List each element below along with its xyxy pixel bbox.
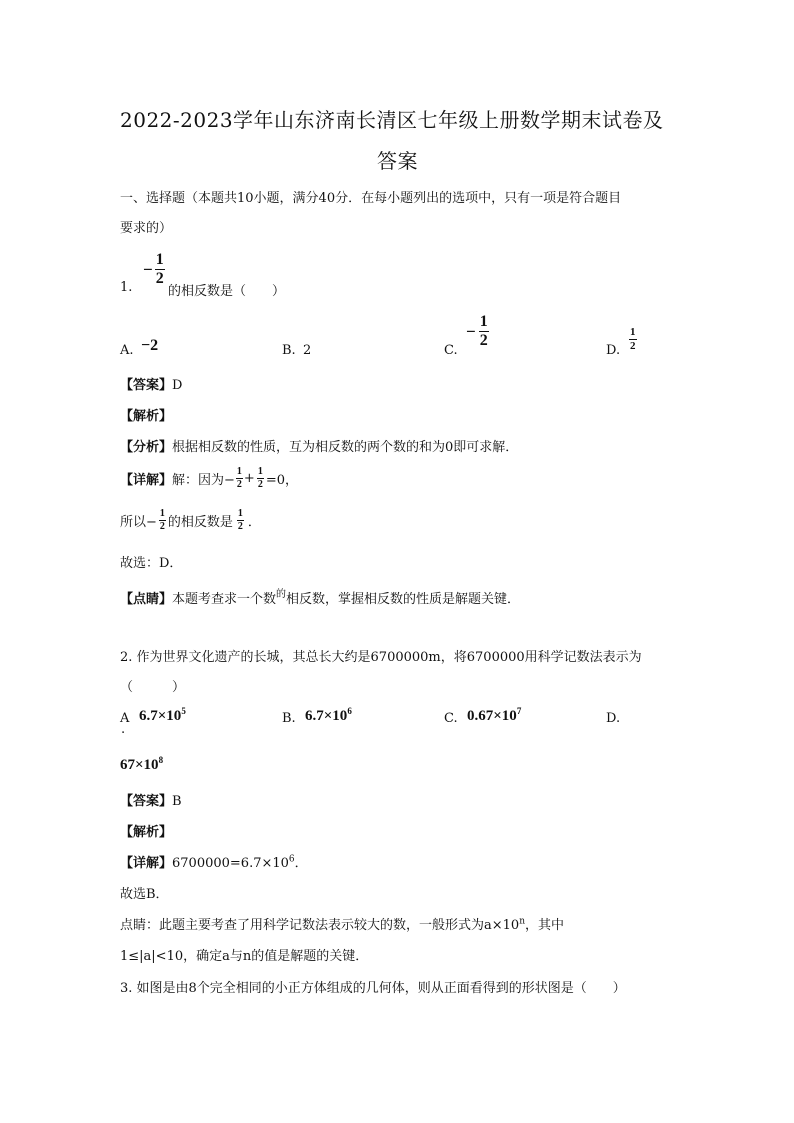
q2-choose: 故选B．: [120, 887, 169, 902]
q2-option-c-value: [467, 706, 521, 725]
q1-comment-b: 相反数，掌握相反数的性质是解题关键．: [286, 592, 521, 607]
q1-number: 1.: [120, 280, 133, 295]
q1-option-a-label: A.: [120, 343, 134, 358]
q2-option-a-dot: .: [121, 722, 126, 737]
q2-option-b-exp: 6: [347, 706, 352, 716]
q1-fenxi-tag: 【分析】: [120, 440, 173, 455]
q1-option-b-value: 2: [303, 343, 312, 358]
q2-option-c-label: C.: [444, 711, 458, 726]
q1-option-a-value: −2: [141, 337, 159, 354]
q2-comment-line2: 1≤|a|<10，确定a与n的值是解题的关键．: [120, 949, 369, 964]
q2-option-d-label: D.: [606, 711, 621, 726]
q2-option-d-value: [120, 755, 163, 774]
q1-option-d-den: 2: [630, 340, 636, 352]
q1-detail-prefix: 解：因为−: [172, 473, 235, 488]
q1-fenxi-text: 根据相反数的性质，互为相反数的两个数的和为0即可求解．: [172, 440, 519, 455]
section-header-line1: 一、选择题（本题共10小题，满分40分．在每小题列出的选项中，只有一项是符合题目: [120, 191, 622, 206]
q2-detail-exp: 6: [288, 854, 295, 865]
q1-frac-num: 1: [155, 251, 164, 268]
q1-so-prefix: 所以−: [120, 515, 157, 530]
q1-frac-den: 2: [155, 270, 164, 287]
page-title-line2: 答案: [377, 149, 418, 173]
q2-detail-line: [120, 852, 308, 871]
q2-option-d-base: 67×10: [120, 757, 159, 773]
q1-fraction: [143, 252, 165, 287]
q2-option-b-label: B.: [282, 711, 296, 726]
q1-option-c-minus: −: [466, 321, 476, 341]
q2-analysis-tag: 【解析】: [120, 825, 173, 840]
q1-detail-frac2: $\frac{1}{2}$: [257, 466, 263, 490]
q2-comment-a: 点睛：此题主要考查了用科学记数法表示较大的数，一般形式为a×10: [120, 918, 520, 933]
q1-analysis-tag: 【解析】: [120, 409, 173, 424]
q1-option-c-den: 2: [479, 332, 488, 349]
q1-detail-line: [120, 467, 298, 490]
q2-option-d-exp: 8: [158, 755, 164, 765]
q2-detail-base: 6700000=6.7×10: [172, 856, 289, 871]
q1-option-c-num: 1: [479, 313, 488, 330]
q1-fenxi-line: [120, 436, 518, 455]
q2-detail-tag: 【详解】: [120, 856, 173, 871]
q1-so-end: ．: [247, 515, 261, 530]
q2-option-c-base: 0.67×10: [467, 708, 517, 724]
q1-answer-tag: 【答案】: [120, 378, 173, 393]
q1-stem: 的相反数是（ ）: [168, 284, 286, 299]
q1-option-c-frac: [479, 314, 489, 349]
q1-detail-frac1: $\frac{1}{2}$: [236, 466, 242, 490]
q1-so-line: [120, 509, 261, 532]
q1-detail-suffix: =0，: [265, 473, 298, 488]
q2-comment-line1: [120, 914, 564, 933]
q1-so-frac2: $\frac{1}{2}$: [237, 508, 243, 532]
q1-detail-tag: 【详解】: [120, 473, 173, 488]
q3-stem: 3. 如图是由8个完全相同的小正方体组成的几何体，则从正面看得到的形状图是（ ）: [120, 981, 626, 996]
q2-answer-line: [120, 790, 182, 809]
q2-stem-line1: 2. 作为世界文化遗产的长城，其总长大约是6700000m，将6700000用科学记数法表示为: [120, 650, 642, 665]
q1-answer-line: [120, 374, 182, 393]
q1-option-d-value: [629, 327, 637, 352]
q2-option-b-value: [305, 706, 352, 725]
q1-frac: [155, 252, 165, 287]
q2-answer-tag: 【答案】: [120, 794, 173, 809]
q1-option-b-label: B.: [282, 343, 296, 358]
q2-answer-value: B: [172, 794, 182, 809]
q1-option-c-label: C.: [444, 343, 458, 358]
q2-comment-exp: n: [519, 916, 525, 927]
q1-option-c-value: [466, 314, 489, 349]
q2-option-a-exp: 5: [181, 706, 186, 716]
q1-detail-plus: +: [243, 471, 255, 486]
section-header-line2: 要求的）: [120, 221, 173, 236]
q1-option-d-num: 1: [630, 326, 636, 338]
q1-comment-tag: 【点睛】: [120, 592, 173, 607]
q1-so-frac1: $\frac{1}{2}$: [159, 508, 165, 532]
q1-option-d-frac: [629, 327, 637, 352]
q2-option-c-exp: 7: [516, 706, 522, 716]
q2-option-a-label: A: [120, 711, 130, 726]
q1-comment-line: [120, 585, 520, 607]
q1-comment-a: 本题考查求一个数: [172, 592, 277, 607]
q2-stem-line2: （ ）: [120, 680, 186, 695]
q1-choose: 故选：D．: [120, 556, 183, 571]
page-title-line1: 2022-2023学年山东济南长清区七年级上册数学期末试卷及: [120, 108, 664, 132]
q2-option-a-value: [139, 706, 186, 725]
q1-minus: −: [143, 259, 153, 279]
q2-option-a-base: 6.7×10: [139, 708, 182, 724]
q1-option-d-label: D.: [606, 343, 621, 358]
q1-so-mid: 的相反数是: [167, 515, 233, 530]
q1-comment-de: 的: [276, 589, 287, 600]
q2-detail-end: ．: [294, 856, 308, 871]
q2-comment-b: ，其中: [524, 918, 564, 933]
q2-option-b-base: 6.7×10: [305, 708, 348, 724]
q1-answer-value: D: [172, 378, 183, 393]
